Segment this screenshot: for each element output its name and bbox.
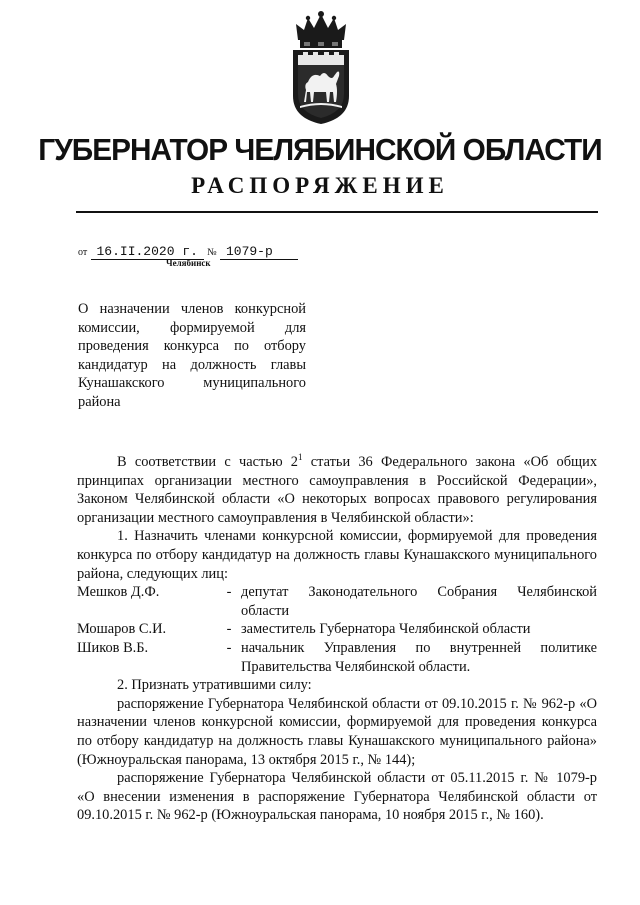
member-dash: - — [226, 584, 232, 601]
repealed-order-paragraph: распоряжение Губернатора Челябинской области от 05.11.2015 г. № 1079-р «О внесении изменения в распоряжение Губернатора Челябинской области от 09.10.2015 г. № 962-р (Южноуральская панорама, 10 ноября 2015 г., № 160). — [77, 770, 597, 824]
member-position: депутат Законодательного Собрания Челябинской области — [241, 584, 597, 619]
member-position: начальник Управления по внутренней политике Правительства Челябинской области. — [241, 639, 597, 675]
document-body — [77, 453, 597, 825]
member-row — [77, 639, 597, 676]
number-sign-label: № — [207, 247, 217, 258]
item-1-paragraph: 1. Назначить членами конкурсной комиссии, формируемой для проведения конкурса по отбору кандидатур на должность главы Кунашакского муниципального района, следующих лиц: — [77, 528, 597, 582]
document-number: 1079-р — [220, 245, 298, 260]
document-type-heading: РАСПОРЯЖЕНИЕ — [191, 173, 449, 198]
member-row — [77, 620, 597, 639]
city-label: Челябинск — [166, 258, 211, 268]
document-date: 16.II.2020 г. — [91, 245, 204, 260]
member-row — [77, 583, 597, 620]
part-superscript: 1 — [298, 452, 303, 462]
repealed-order-paragraph: распоряжение Губернатора Челябинской области от 09.10.2015 г. № 962-р «О назначении членов конкурсной комиссии, формируемой для проведения конкурса по отбору кандидатур на должность главы Кунашакского муниципального района» (Южноуральская панорама, 13 октября 2015 г., № 144); — [77, 695, 597, 768]
header-divider — [76, 211, 598, 213]
member-dash: - — [226, 639, 232, 656]
authority-title: ГУБЕРНАТОР ЧЕЛЯБИНСКОЙ ОБЛАСТИ — [38, 132, 602, 167]
date-prefix-label: от — [78, 247, 88, 258]
preamble-text-end: статьи 36 Федерального закона «Об общих принципах организации местного самоуправления в Российской Федерации», Законом Челябинской области «О некоторых вопросах правового регулирования организации местного самоуправления в Челябинской области»: — [77, 454, 598, 526]
preamble-paragraph — [77, 453, 597, 527]
member-dash: - — [226, 621, 232, 638]
item-2-paragraph: 2. Признать утратившими силу: — [117, 677, 312, 694]
member-name: Шиков В.Б. — [77, 639, 149, 656]
document-subject: О назначении членов конкурсной комиссии, формируемой для проведения конкурса по отбору кандидатур на должность главы Кунашакского муниципального района — [78, 301, 306, 410]
preamble-text-start: В соответствии с частью 2 — [117, 454, 298, 470]
member-position: заместитель Губернатора Челябинской области — [241, 621, 531, 638]
chelyabinsk-coat-of-arms-emblem — [290, 10, 352, 126]
member-name: Мошаров С.И. — [77, 621, 167, 638]
member-name: Мешков Д.Ф. — [77, 584, 160, 601]
